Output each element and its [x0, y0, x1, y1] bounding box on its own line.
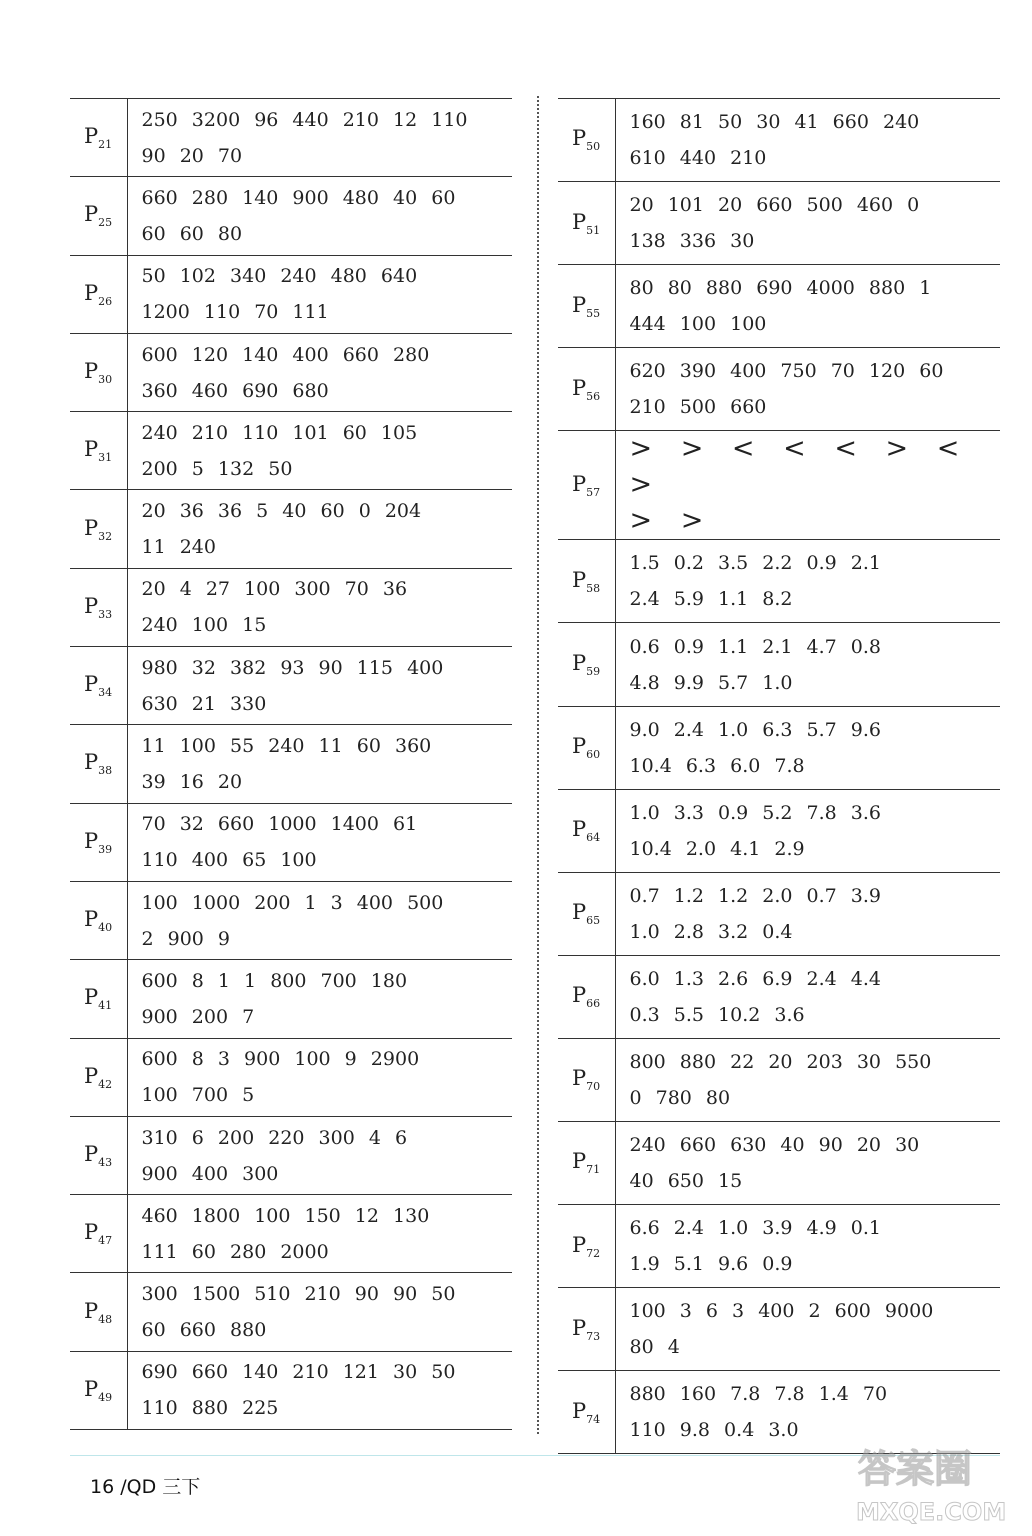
page-prefix: P — [572, 567, 587, 592]
right-answer-table — [558, 98, 1000, 1454]
page-number: 55 — [586, 306, 601, 320]
answer-row — [558, 540, 1000, 623]
answer-values — [615, 1122, 1000, 1205]
answer-line: 0 780 80 — [629, 1086, 731, 1109]
page-number: 21 — [98, 138, 113, 152]
page-prefix: P — [84, 358, 99, 383]
page-prefix: P — [84, 124, 99, 149]
answer-values — [127, 177, 512, 255]
answer-line: 2 900 9 — [141, 927, 231, 950]
answer-values — [615, 1038, 1000, 1121]
answer-values — [615, 348, 1000, 431]
answer-line: 10.4 2.0 4.1 2.9 — [629, 837, 805, 860]
page-number: 41 — [98, 999, 113, 1013]
answer-line: > > — [629, 505, 708, 537]
answer-line: 100 700 5 — [141, 1084, 255, 1107]
page-ref — [558, 1038, 615, 1121]
answer-row — [70, 1351, 512, 1429]
answer-row — [70, 1195, 512, 1273]
page-ref — [558, 789, 615, 872]
answer-line: 240 660 630 40 90 20 30 — [629, 1134, 920, 1157]
page-prefix: P — [572, 209, 587, 234]
page-number: 49 — [98, 1390, 113, 1404]
answer-values — [615, 99, 1000, 182]
page-prefix: P — [84, 1376, 99, 1401]
page-number: 50 — [586, 140, 601, 154]
answer-line: 1.9 5.1 9.6 0.9 — [629, 1253, 793, 1276]
answer-values — [127, 99, 512, 177]
answer-values — [615, 789, 1000, 872]
answer-line: 460 1800 100 150 12 130 — [141, 1204, 430, 1227]
answer-values — [127, 333, 512, 411]
answer-row — [70, 333, 512, 411]
page-ref — [70, 99, 127, 177]
page-prefix: P — [572, 1066, 587, 1091]
answer-line: 10.4 6.3 6.0 7.8 — [629, 754, 805, 777]
answer-values — [615, 182, 1000, 265]
answer-line: 11 240 — [141, 536, 216, 559]
page-ref — [70, 177, 127, 255]
answer-line: 880 160 7.8 7.8 1.4 70 — [629, 1383, 888, 1406]
page-footer: 16 /QD 三下 — [90, 1476, 201, 1498]
answer-line: 20 101 20 660 500 460 0 — [629, 194, 920, 217]
page-prefix: P — [84, 437, 99, 462]
page-prefix: P — [572, 900, 587, 925]
answer-line: 900 400 300 — [141, 1162, 279, 1185]
page-number: 66 — [586, 997, 601, 1011]
page-number: 38 — [98, 764, 113, 778]
answer-line: 1200 110 70 111 — [141, 301, 329, 324]
page-number: 26 — [98, 294, 113, 308]
page-number: 73 — [586, 1329, 601, 1343]
page-ref — [70, 647, 127, 725]
page-number: 57 — [586, 485, 601, 499]
answer-values — [615, 540, 1000, 623]
page-number: 31 — [98, 451, 113, 465]
answer-line: 1.0 3.3 0.9 5.2 7.8 3.6 — [629, 801, 881, 824]
answer-line: 660 280 140 900 480 40 60 — [141, 186, 456, 209]
answer-line: 6.6 2.4 1.0 3.9 4.9 0.1 — [629, 1217, 881, 1240]
page-prefix: P — [84, 828, 99, 853]
page-number: 58 — [586, 582, 601, 596]
page-number: 64 — [586, 831, 601, 845]
answer-line: 39 16 20 — [141, 771, 243, 794]
page-number: 51 — [586, 223, 601, 237]
answer-line: 40 650 15 — [629, 1170, 743, 1193]
page-ref — [558, 540, 615, 623]
answer-values — [615, 872, 1000, 955]
page-ref — [70, 1195, 127, 1273]
answer-line: 60 60 80 — [141, 222, 243, 245]
answer-values — [127, 647, 512, 725]
page-prefix: P — [84, 907, 99, 932]
page-ref — [558, 1122, 615, 1205]
page-prefix: P — [84, 672, 99, 697]
answer-row — [70, 412, 512, 490]
answer-line: 60 660 880 — [141, 1319, 267, 1342]
page-number: 39 — [98, 842, 113, 856]
answer-values — [615, 623, 1000, 706]
answer-line: 240 100 15 — [141, 614, 267, 637]
page-ref — [558, 706, 615, 789]
answer-line: 1.5 0.2 3.5 2.2 0.9 2.1 — [629, 552, 881, 575]
page-prefix: P — [572, 1398, 587, 1423]
answer-line: 210 500 660 — [629, 396, 767, 419]
page-prefix: P — [84, 202, 99, 227]
answer-line: 100 3 6 3 400 2 600 9000 — [629, 1300, 934, 1323]
answer-row — [558, 706, 1000, 789]
answer-values — [127, 412, 512, 490]
answer-values — [127, 490, 512, 568]
answer-line: 20 4 27 100 300 70 36 — [141, 578, 408, 601]
page-ref — [70, 960, 127, 1038]
page-number: 72 — [586, 1246, 601, 1260]
answer-values — [127, 803, 512, 881]
answer-line: 138 336 30 — [629, 230, 755, 253]
answer-row — [558, 872, 1000, 955]
page-ref — [70, 255, 127, 333]
page-number: 42 — [98, 1077, 113, 1091]
answer-line: 600 8 3 900 100 9 2900 — [141, 1048, 420, 1071]
answer-values — [127, 960, 512, 1038]
page-prefix: P — [84, 1141, 99, 1166]
page-ref — [70, 881, 127, 959]
answer-values — [615, 265, 1000, 348]
answer-row — [70, 177, 512, 255]
answer-values — [127, 568, 512, 646]
answer-line: 250 3200 96 440 210 12 110 — [141, 108, 468, 131]
answer-line: 240 210 110 101 60 105 — [141, 421, 418, 444]
page-number: 74 — [586, 1412, 601, 1426]
column-divider — [537, 96, 539, 1434]
answer-row — [558, 431, 1000, 540]
answer-line: 360 460 690 680 — [141, 379, 329, 402]
answer-row — [558, 789, 1000, 872]
page-ref — [558, 872, 615, 955]
page-number: 32 — [98, 529, 113, 543]
answer-line: 80 4 — [629, 1336, 680, 1359]
answer-values — [127, 1116, 512, 1194]
answer-row — [558, 955, 1000, 1038]
page-ref — [70, 1116, 127, 1194]
answer-values — [127, 255, 512, 333]
page-number: 43 — [98, 1156, 113, 1170]
page-ref — [70, 568, 127, 646]
answer-line: 444 100 100 — [629, 313, 767, 336]
page-ref — [70, 412, 127, 490]
page-prefix: P — [572, 983, 587, 1008]
svg-text:MXQE.COM: MXQE.COM — [856, 1498, 1007, 1526]
answer-row — [558, 182, 1000, 265]
page-prefix: P — [84, 515, 99, 540]
page-ref — [558, 623, 615, 706]
answer-values — [127, 725, 512, 803]
answer-line: 200 5 132 50 — [141, 457, 293, 480]
page-number: 56 — [586, 389, 601, 403]
answer-row — [70, 490, 512, 568]
answer-line: 110 880 225 — [141, 1397, 279, 1420]
answer-row — [70, 568, 512, 646]
answer-line: 300 1500 510 210 90 90 50 — [141, 1283, 456, 1306]
answer-values — [127, 1273, 512, 1351]
answer-row — [70, 255, 512, 333]
page-prefix: P — [84, 1220, 99, 1245]
answer-line: 620 390 400 750 70 120 60 — [629, 360, 944, 383]
answer-row — [70, 1273, 512, 1351]
left-answer-table — [70, 98, 512, 1430]
answer-row — [558, 99, 1000, 182]
answer-line: 20 36 36 5 40 60 0 204 — [141, 500, 422, 523]
answer-line: 2.4 5.9 1.1 8.2 — [629, 588, 793, 611]
page-ref — [558, 1205, 615, 1288]
page-prefix: P — [572, 375, 587, 400]
answer-row — [558, 265, 1000, 348]
page-ref — [558, 265, 615, 348]
page-prefix: P — [572, 1315, 587, 1340]
answer-line: 980 32 382 93 90 115 400 — [141, 656, 444, 679]
answer-line: 111 60 280 2000 — [141, 1240, 329, 1263]
page-prefix: P — [84, 985, 99, 1010]
answer-line: 70 32 660 1000 1400 61 — [141, 813, 418, 836]
page-ref — [558, 1371, 615, 1454]
page-prefix: P — [572, 1232, 587, 1257]
answer-row — [70, 725, 512, 803]
answer-line: 0.7 1.2 1.2 2.0 0.7 3.9 — [629, 884, 881, 907]
page-number: 40 — [98, 921, 113, 935]
answer-line: 1.0 2.8 3.2 0.4 — [629, 920, 793, 943]
page-ref — [558, 182, 615, 265]
page-ref — [70, 1038, 127, 1116]
page-number: 48 — [98, 1312, 113, 1326]
answer-row — [70, 1038, 512, 1116]
page-ref — [70, 490, 127, 568]
answer-values — [127, 1038, 512, 1116]
answer-line: 9.0 2.4 1.0 6.3 5.7 9.6 — [629, 718, 881, 741]
page-number: 47 — [98, 1234, 113, 1248]
page-prefix: P — [572, 126, 587, 151]
answer-line: 80 80 880 690 4000 880 1 — [629, 277, 932, 300]
page-prefix: P — [572, 1149, 587, 1174]
answer-line: 690 660 140 210 121 30 50 — [141, 1361, 456, 1384]
answer-row — [558, 1038, 1000, 1121]
page-number: 70 — [586, 1080, 601, 1094]
answer-line: 600 8 1 1 800 700 180 — [141, 969, 408, 992]
answer-line: 110 9.8 0.4 3.0 — [629, 1419, 799, 1442]
answer-row — [558, 1288, 1000, 1371]
page-ref — [558, 348, 615, 431]
page-prefix: P — [84, 1063, 99, 1088]
answer-values — [615, 1205, 1000, 1288]
answer-row — [558, 348, 1000, 431]
watermark-logo — [850, 1440, 1020, 1530]
page-number: 71 — [586, 1163, 601, 1177]
page-number: 34 — [98, 686, 113, 700]
answer-line: 11 100 55 240 11 60 360 — [141, 735, 432, 758]
answer-line: 50 102 340 240 480 640 — [141, 265, 418, 288]
answer-line: 4.8 9.9 5.7 1.0 — [629, 671, 793, 694]
answer-row — [558, 1122, 1000, 1205]
page-number: 65 — [586, 914, 601, 928]
page-prefix: P — [572, 817, 587, 842]
answer-row — [70, 881, 512, 959]
answer-row — [70, 647, 512, 725]
page-prefix: P — [84, 280, 99, 305]
page-ref — [558, 431, 615, 540]
page-ref — [558, 1288, 615, 1371]
answer-line: 900 200 7 — [141, 1005, 255, 1028]
answer-line: > > < < < > < > — [629, 433, 964, 501]
answer-row — [70, 960, 512, 1038]
svg-text:答案圈: 答案圈 — [858, 1447, 973, 1491]
answer-row — [558, 1205, 1000, 1288]
page-prefix: P — [572, 650, 587, 675]
page-prefix: P — [572, 734, 587, 759]
answer-line: 610 440 210 — [629, 147, 767, 170]
answer-line: 600 120 140 400 660 280 — [141, 343, 430, 366]
page-number: 60 — [586, 748, 601, 762]
page-number: 30 — [98, 373, 113, 387]
answer-line: 310 6 200 220 300 4 6 — [141, 1126, 408, 1149]
page-ref — [558, 99, 615, 182]
page-ref — [70, 725, 127, 803]
answer-line: 6.0 1.3 2.6 6.9 2.4 4.4 — [629, 967, 881, 990]
answer-row — [70, 1116, 512, 1194]
answer-row — [70, 803, 512, 881]
answer-line: 0.3 5.5 10.2 3.6 — [629, 1003, 805, 1026]
page-ref — [70, 803, 127, 881]
page-ref — [558, 955, 615, 1038]
answer-line: 0.6 0.9 1.1 2.1 4.7 0.8 — [629, 635, 881, 658]
answer-values — [127, 881, 512, 959]
answer-values — [127, 1195, 512, 1273]
answer-line: 160 81 50 30 41 660 240 — [629, 111, 920, 134]
page-number: 25 — [98, 216, 113, 230]
answer-values — [615, 706, 1000, 789]
page-ref — [70, 333, 127, 411]
answer-row — [558, 623, 1000, 706]
answer-values — [615, 431, 1000, 540]
page-prefix: P — [84, 1298, 99, 1323]
answer-values — [127, 1351, 512, 1429]
answer-line: 90 20 70 — [141, 144, 243, 167]
answer-row — [70, 99, 512, 177]
answer-line: 800 880 22 20 203 30 550 — [629, 1050, 932, 1073]
page-number: 33 — [98, 608, 113, 622]
page-prefix: P — [84, 593, 99, 618]
page-number: 59 — [586, 665, 601, 679]
answer-line: 110 400 65 100 — [141, 849, 317, 872]
answer-line: 100 1000 200 1 3 400 500 — [141, 891, 444, 914]
answer-values — [615, 955, 1000, 1038]
answer-line: 630 21 330 — [141, 692, 267, 715]
page-prefix: P — [572, 292, 587, 317]
page-prefix: P — [572, 471, 587, 496]
answer-values — [615, 1288, 1000, 1371]
page-prefix: P — [84, 750, 99, 775]
page-ref — [70, 1351, 127, 1429]
page-ref — [70, 1273, 127, 1351]
